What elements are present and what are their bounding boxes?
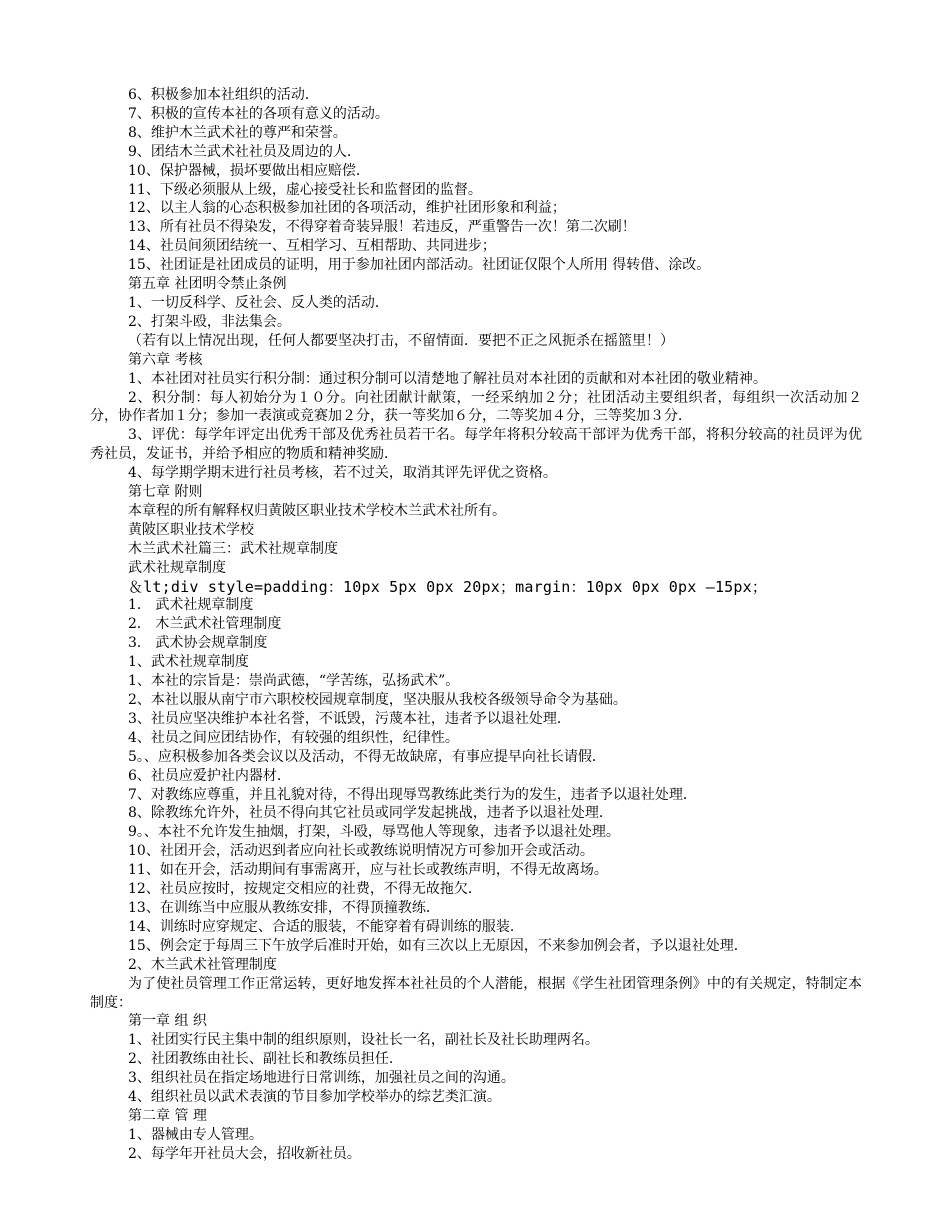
text-line: 1、本社团对社员实行积分制：通过积分制可以清楚地了解社员对本社团的贡献和对本社团的敬业精神。 [128, 370, 767, 387]
text-line: 2、社团教练由社长、副社长和教练员担任． [128, 1051, 403, 1068]
text-line: 木兰武术社篇三：武术社规章制度 [128, 540, 338, 557]
text-line: 1、武术社规章制度 [128, 654, 249, 671]
text-line: 第六章 考核 [128, 351, 203, 368]
text-line: 2、木兰武术社管理制度 [128, 956, 277, 973]
text-line: 7、积极的宣传本社的各项有意义的活动。 [128, 105, 389, 122]
text-line: 1． 武术社规章制度 [128, 597, 254, 614]
text-line: 2、每学年开社员大会，招收新社员。 [128, 1145, 361, 1162]
text-line: 第五章 社团明令禁止条例 [128, 276, 287, 293]
paragraph: 为了使社员管理工作正常运转，更好地发挥本社社员的个人潜能，根据《学生社团管理条例》中的有关规定，特制定本制度： [90, 975, 862, 1011]
paragraph: 2、积分制：每人初始分为１０分。向社团献计献策，一经采纳加２分；社团活动主要组织者，每组织一次活动加２分，协作者加１分；参加一表演或竞赛加２分，获一等奖加６分，二等奖加４分，三等奖加３分． [90, 389, 862, 425]
text-line: 3、社员应坚决维护本社名誉，不诋毁，污蔑本社，违者予以退社处理． [128, 710, 571, 727]
text-line: 3． 武术协会规章制度 [128, 635, 268, 652]
text-line: 10、社团开会，活动迟到者应向社长或教练说明情况方可参加开会或活动。 [128, 843, 594, 860]
text-line: 15、例会定于每周三下午放学后准时开始，如有三次以上无原因，不来参加例会者，予以退社处理． [128, 937, 748, 954]
text-line: 武术社规章制度 [128, 559, 226, 576]
text-line: 5。、应积极参加各类会议以及活动，不得无故缺席，有事应提早向社长请假． [128, 748, 606, 765]
text-line: 14、社员间须团结统一、互相学习、互相帮助、共同进步； [128, 238, 496, 255]
text-line: 13、所有社员不得染发，不得穿着奇装异服！若违反，严重警告一次！第二次刷！ [128, 219, 636, 236]
text-line: （若有以上情况出现，任何人都要坚决打击，不留情面．要把不正之风扼杀在摇篮里！） [128, 332, 674, 349]
text-line: 2、本社以服从南宁市六职校校园规章制度，坚决服从我校各级领导命令为基础。 [128, 692, 627, 708]
text-line: 12、以主人翁的心态积极参加社团的各项活动，维护社团形象和利益； [128, 200, 566, 217]
text-line: 10、保护器械，损坏要做出相应赔偿． [128, 162, 370, 179]
text-line: 6、社员应爱护社内器材． [128, 767, 291, 784]
text-line: 4、组织社员以武术表演的节目参加学校举办的综艺类汇演。 [128, 1089, 501, 1106]
text-line: 11、下级必须服从上级，虚心接受社长和监督团的监督。 [128, 181, 482, 198]
text-line: 4、每学期学期末进行社员考核，若不过关，取消其评先评优之资格。 [128, 465, 557, 482]
text-line: 3、组织社员在指定场地进行日常训练，加强社员之间的沟通。 [128, 1070, 515, 1087]
text-line: 4、社员之间应团结协作，有较强的组织性，纪律性。 [128, 729, 459, 746]
text-line: 2． 木兰武术社管理制度 [128, 616, 282, 633]
text-line: 第二章 管 理 [128, 1107, 207, 1124]
text-line: 12、社员应按时，按规定交相应的社费，不得无故拖欠． [128, 881, 482, 898]
text-line: 2、打架斗殴，非法集会。 [128, 313, 291, 330]
text-line: 1、一切反科学、反社会、反人类的活动． [128, 294, 389, 311]
text-line: 1、社团实行民主集中制的组织原则，设社长一名，副社长及社长助理两名。 [128, 1032, 599, 1049]
text-line: ＆lt;div style=padding：10px 5px 0px 20px；margin：10px 0px 0px —15px； [128, 577, 768, 596]
text-line: 第一章 组 织 [128, 1013, 207, 1030]
text-line: 15、社团证是社团成员的证明，用于参加社团内部活动。社团证仅限个人所用 得转借、涂改。 [128, 257, 711, 274]
text-line: 7、对教练应尊重，并且礼貌对待，不得出现辱骂教练此类行为的发生，违者予以退社处理． [128, 786, 697, 803]
text-line: 黄陂区职业技术学校 [128, 521, 254, 538]
text-line: 本章程的所有解释权归黄陂区职业技术学校木兰武术社所有。 [128, 502, 506, 519]
text-line: 1、本社的宗旨是：崇尚武德，“学苦练，弘扬武术”。 [128, 673, 460, 690]
text-line: 9、团结木兰武术社社员及周边的人． [128, 143, 361, 160]
paragraph: 3、评优：每学年评定出优秀干部及优秀社员若干名。每学年将积分较高干部评为优秀干部，将积分较高的社员评为优秀社员，发证书，并给予相应的物质和精神奖励． [90, 427, 862, 463]
text-line: 1、器械由专人管理。 [128, 1126, 263, 1143]
text-line: 11、如在开会，活动期间有事需离开，应与社长或教练声明，不得无故离场。 [128, 862, 608, 879]
text-line: 9。、本社不允许发生抽烟，打架，斗殴，辱骂他人等现象，违者予以退社处理。 [128, 824, 620, 841]
text-line: 8、除教练允许外，社员不得向其它社员或同学发起挑战，违者予以退社处理． [128, 805, 613, 822]
text-line: 6、积极参加本社组织的活动． [128, 87, 319, 103]
text-line: 8、维护木兰武术社的尊严和荣誉。 [128, 124, 347, 141]
text-line: 第七章 附则 [128, 484, 203, 501]
text-line: 13、在训练当中应服从教练安排，不得顶撞教练． [128, 899, 440, 916]
text-line: 14、训练时应穿规定、合适的服装，不能穿着有碍训练的服装． [128, 918, 524, 935]
